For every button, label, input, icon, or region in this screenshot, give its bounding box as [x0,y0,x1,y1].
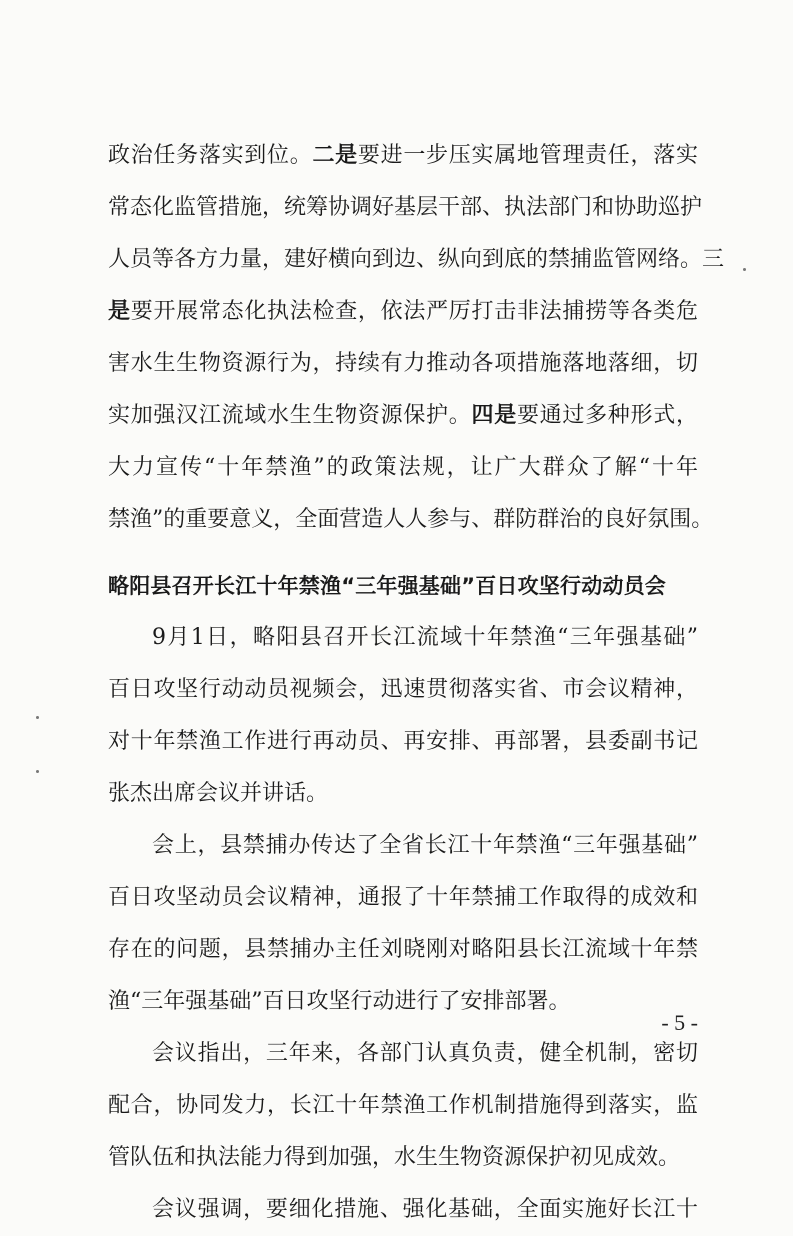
paragraph-meeting-intro [108,612,698,820]
text-line: 配合，协同发力，长江十年禁渔工作机制措施得到落实，监 [108,1093,698,1118]
text-line: 政治任务落实到位。二是要进一步压实属地管理责任，落实 [108,143,698,168]
text-line: 常态化监管措施，统筹协调好基层干部、执法部门和协助巡护 [108,195,703,220]
page-number: - 5 - [661,1010,698,1035]
paragraph-meeting-points [108,1028,698,1184]
text-line: 会议强调，要细化措施、强化基础，全面实施好长江十 [152,1197,698,1222]
text-line: 害水生生物资源行为，持续有力推动各项措施落地落细，切 [108,351,698,376]
text-line: 管队伍和执法能力得到加强，水生生物资源保护初见成效。 [108,1145,681,1170]
text-line: 9月1日，略阳县召开长江流域十年禁渔“三年强基础” [152,625,698,650]
paragraph-meeting-report [108,820,698,1028]
scan-speck [743,268,746,271]
emphasis-fourth: 四是 [471,403,517,428]
text-line: 是要开展常态化执法检查，依法严厉打击非法捕捞等各类危 [108,299,698,324]
paragraph-duties [108,130,725,546]
text-line: 存在的问题，县禁捕办主任刘晓刚对略阳县长江流域十年禁 [108,937,698,962]
text-line: 会议指出，三年来，各部门认真负责，健全机制，密切 [152,1041,698,1066]
text-line: 禁渔”的重要意义，全面营造人人参与、群防群治的良好氛围。 [108,507,714,532]
text-line: 大力宣传“十年禁渔”的政策法规，让广大群众了解“十年 [108,455,698,480]
text-line: 对十年禁渔工作进行再动员、再安排、再部署，县委副书记 [108,729,698,754]
emphasis-third: 是 [108,299,131,324]
text-line: 百日攻坚动员会议精神，通报了十年禁捕工作取得的成效和 [108,885,698,910]
scan-speck [36,716,39,719]
text-line: 渔“三年强基础”百日攻坚行动进行了安排部署。 [108,989,571,1014]
section-heading: 略阳县召开长江十年禁渔“三年强基础”百日攻坚行动动员会 [108,574,667,598]
document-body [108,130,725,1236]
text-line: 实加强汉江流域水生生物资源保护。四是要通过多种形式， [108,403,698,428]
text-line: 会上，县禁捕办传达了全省长江十年禁渔“三年强基础” [152,833,698,858]
text-line: 人员等各方力量，建好横向到边、纵向到底的禁捕监管网络。三 [108,247,725,272]
text-line: 百日攻坚行动动员视频会，迅速贯彻落实省、市会议精神， [108,677,698,702]
paragraph-meeting-emphasis [108,1184,698,1236]
text-line: 张杰出席会议并讲话。 [108,781,329,806]
scan-speck [36,770,39,773]
emphasis-second: 二是 [312,143,358,168]
